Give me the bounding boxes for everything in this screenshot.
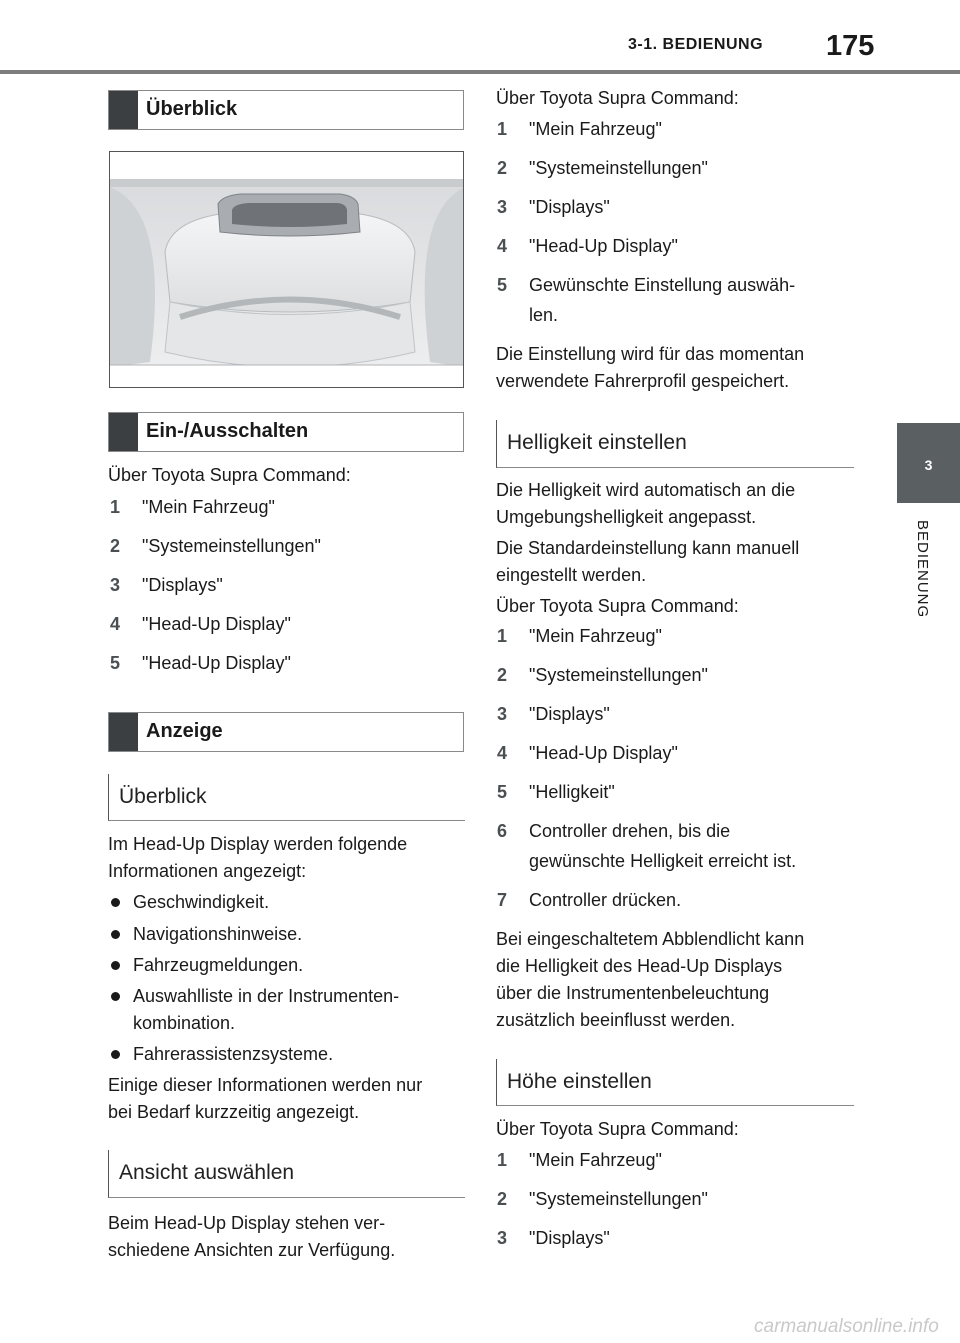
step-continuation: gewünschte Helligkeit erreicht ist. xyxy=(529,851,797,871)
chapter-tab-label: BEDIENUNG xyxy=(914,520,931,619)
subhead-select-view: Ansicht auswählen xyxy=(108,1150,465,1198)
brightness-line: Die Helligkeit wird automatisch an die xyxy=(496,480,796,500)
low-beam-line: Bei eingeschaltetem Abblendlicht kann xyxy=(496,929,805,949)
brightness-line: Die Standardeinstellung kann manuell xyxy=(496,538,800,558)
right-intro: Über Toyota Supra Command: xyxy=(496,88,739,108)
section-head-overview xyxy=(108,90,464,130)
section-head-display xyxy=(108,712,464,752)
section-head-overview-text: Überblick xyxy=(146,98,238,120)
brightness-line: Umgebungshelligkeit angepasst. xyxy=(496,507,757,527)
head-up-display-illustration xyxy=(109,151,464,388)
view-text-line: schiedene Ansichten zur Verfügung. xyxy=(108,1240,396,1260)
section-head-on-off xyxy=(108,412,464,452)
running-header-section: 3-1. BEDIENUNG xyxy=(628,36,764,53)
chapter-tab-number: 3 xyxy=(924,457,933,473)
low-beam-line: zusätzlich beeinflusst werden. xyxy=(496,1010,736,1030)
low-beam-line: die Helligkeit des Head-Up Displays xyxy=(496,956,783,976)
profile-line: Die Einstellung wird für das momentan xyxy=(496,344,805,364)
view-text-line: Beim Head-Up Display stehen ver- xyxy=(108,1213,386,1233)
header-rule xyxy=(0,70,960,74)
subhead-brightness: Helligkeit einstellen xyxy=(496,420,854,468)
height-intro: Über Toyota Supra Command: xyxy=(496,1119,739,1139)
profile-line: verwendete Fahrerprofil gespeichert. xyxy=(496,371,790,391)
display-note-line: Einige dieser Informationen werden nur xyxy=(108,1075,423,1095)
section-head-display-text: Anzeige xyxy=(146,720,223,742)
display-note-line: bei Bedarf kurzzeitig angezeigt. xyxy=(108,1102,360,1122)
display-intro-line: Informationen angezeigt: xyxy=(108,861,307,881)
step-continuation: len. xyxy=(529,305,559,325)
brightness-line: eingestellt werden. xyxy=(496,565,647,585)
subhead-height: Höhe einstellen xyxy=(496,1059,854,1106)
section-head-on-off-text: Ein-/Ausschalten xyxy=(146,420,309,442)
chapter-tab xyxy=(897,423,960,503)
subhead-overview: Überblick xyxy=(108,774,465,821)
watermark: carmanualsonline.info xyxy=(754,1316,939,1337)
on-off-intro: Über Toyota Supra Command: xyxy=(108,465,351,485)
page-number: 175 xyxy=(826,30,875,62)
low-beam-line: über die Instrumentenbeleuchtung xyxy=(496,983,770,1003)
dashboard-hud-drawing xyxy=(110,152,464,388)
brightness-intro: Über Toyota Supra Command: xyxy=(496,596,739,616)
display-intro-line: Im Head-Up Display werden folgende xyxy=(108,834,408,854)
